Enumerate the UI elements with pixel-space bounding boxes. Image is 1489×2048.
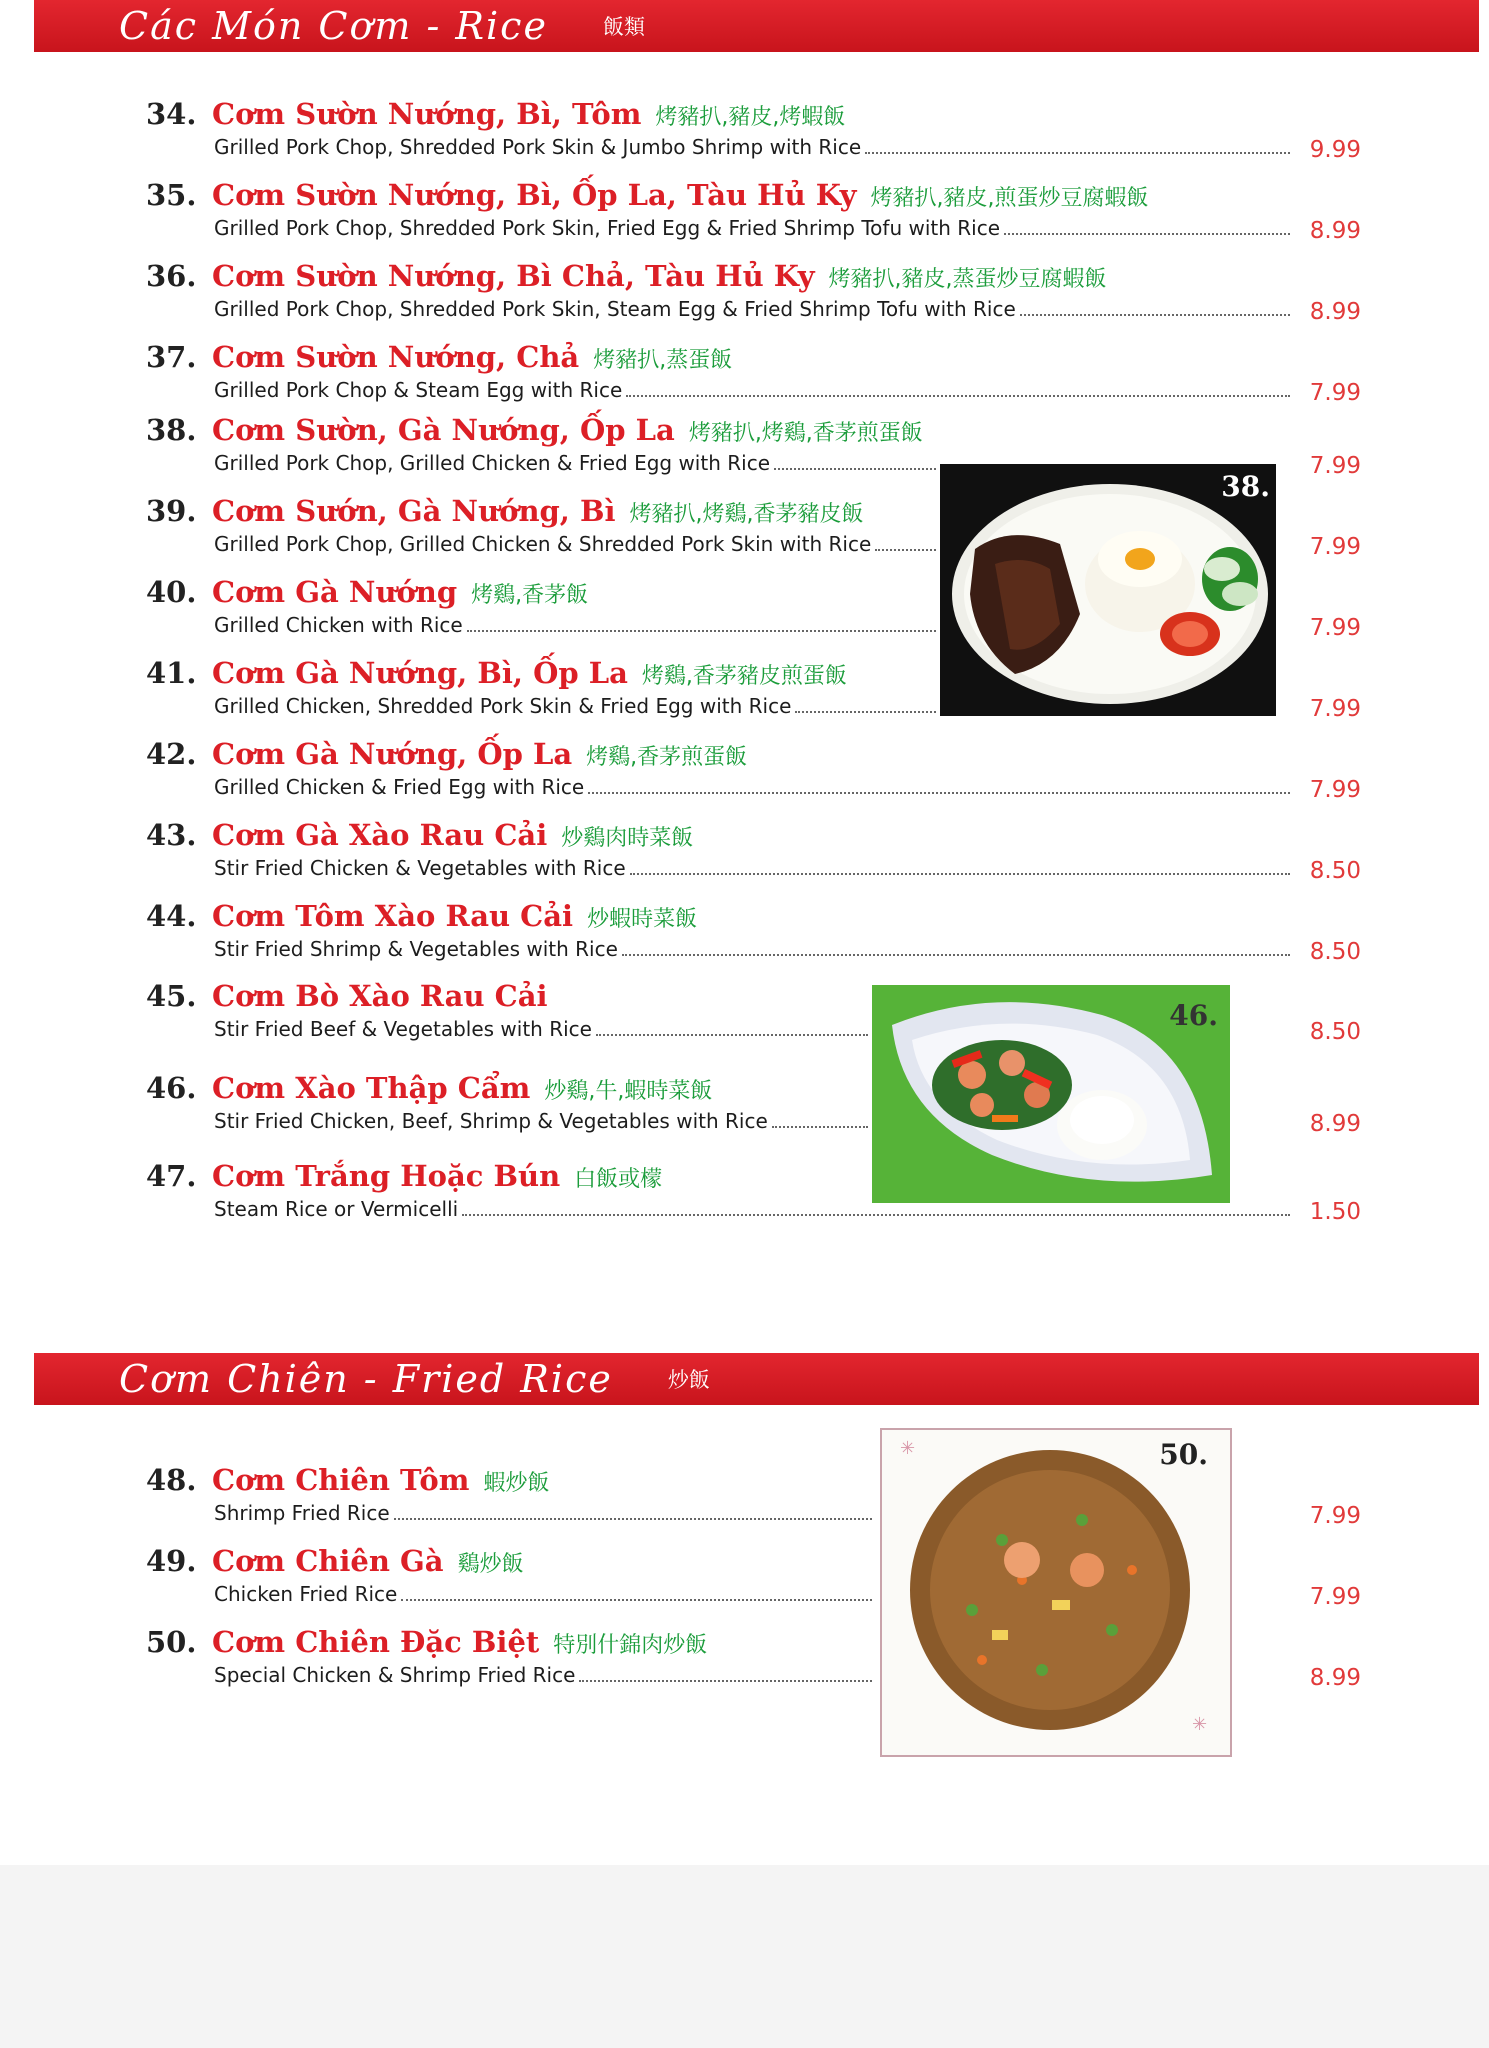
item-name-vn: Cơm Gà Nướng, Ốp La <box>212 737 573 771</box>
photo-dish-38 <box>940 464 1276 716</box>
item-number: 42. <box>146 737 197 771</box>
item-price: 8.99 <box>1309 1665 1361 1691</box>
item-price: 7.99 <box>1309 696 1361 722</box>
item-description: Grilled Chicken & Fried Egg with Rice <box>214 775 585 799</box>
item-name-vn: Cơm Trắng Hoặc Bún <box>212 1159 561 1193</box>
dot-leader <box>795 711 936 713</box>
dot-leader <box>462 1214 1290 1216</box>
item-description: Grilled Pork Chop, Shredded Pork Skin & Jumbo Shrimp with Rice <box>214 135 862 159</box>
item-number: 44. <box>146 899 197 933</box>
item-description: Grilled Pork Chop & Steam Egg with Rice <box>214 378 623 402</box>
item-description: Grilled Pork Chop, Shredded Pork Skin, Steam Egg & Fried Shrimp Tofu with Rice <box>214 297 1016 321</box>
item-number: 38. <box>146 413 197 447</box>
dot-leader <box>630 873 1290 875</box>
item-price: 7.99 <box>1309 1503 1361 1529</box>
item-name-zh: 烤豬扒,豬皮,烤蝦飯 <box>655 105 846 130</box>
menu-item-44 <box>146 899 1361 965</box>
photo-dish-46 <box>872 985 1230 1203</box>
item-name-zh: 烤豬扒,豬皮,蒸蛋炒豆腐蝦飯 <box>828 267 1107 292</box>
item-number: 39. <box>146 494 197 528</box>
menu-item-36 <box>146 259 1361 325</box>
item-number: 40. <box>146 575 197 609</box>
item-description: Grilled Chicken with Rice <box>214 613 463 637</box>
item-description: Grilled Pork Chop, Shredded Pork Skin, Fried Egg & Fried Shrimp Tofu with Rice <box>214 216 1001 240</box>
item-name-vn: Cơm Bò Xào Rau Cải <box>212 979 548 1013</box>
dot-leader <box>865 152 1290 154</box>
item-name-zh: 烤鷄,香茅煎蛋飯 <box>586 745 748 770</box>
item-price: 8.50 <box>1309 939 1361 965</box>
item-price: 1.50 <box>1309 1199 1361 1225</box>
photo-dish-50 <box>880 1428 1232 1757</box>
item-name-zh: 烤豬扒,蒸蛋飯 <box>593 348 733 373</box>
item-name-zh: 烤鷄,香茅豬皮煎蛋飯 <box>641 664 847 689</box>
dot-leader <box>1020 314 1290 316</box>
dot-leader <box>467 630 936 632</box>
dot-leader <box>626 395 1290 397</box>
item-name-zh: 白飯或檬 <box>574 1167 663 1192</box>
item-price: 7.99 <box>1309 380 1361 406</box>
dot-leader <box>875 549 936 551</box>
item-price: 8.50 <box>1309 858 1361 884</box>
item-name-vn: Cơm Gà Nướng, Bì, Ốp La <box>212 656 628 690</box>
item-name-zh: 烤豬扒,烤鷄,香茅豬皮飯 <box>629 502 864 527</box>
item-name-vn: Cơm Tôm Xào Rau Cải <box>212 899 574 933</box>
item-price: 8.99 <box>1309 218 1361 244</box>
item-price: 8.99 <box>1309 1111 1361 1137</box>
item-description: Steam Rice or Vermicelli <box>214 1197 459 1221</box>
item-name-zh: 烤豬扒,烤鷄,香茅煎蛋飯 <box>688 421 923 446</box>
svg-text:✳: ✳ <box>1192 1714 1208 1735</box>
item-number: 46. <box>146 1071 197 1105</box>
item-name-vn: Cơm Xào Thập Cẩm <box>212 1071 531 1105</box>
item-name-zh: 炒蝦時菜飯 <box>587 907 698 932</box>
item-description: Stir Fried Chicken, Beef, Shrimp & Vegetables with Rice <box>214 1109 768 1133</box>
menu-item-35 <box>146 178 1361 244</box>
svg-text:✳: ✳ <box>900 1438 916 1459</box>
item-name-zh: 鷄炒飯 <box>457 1552 524 1577</box>
item-number: 48. <box>146 1463 197 1497</box>
photo-label-50: 50. <box>1159 1438 1208 1471</box>
item-name-zh: 炒鷄,牛,蝦時菜飯 <box>544 1079 713 1104</box>
item-number: 37. <box>146 340 197 374</box>
menu-item-42 <box>146 737 1361 803</box>
dot-leader <box>774 468 936 470</box>
item-number: 49. <box>146 1544 197 1578</box>
menu-item-43 <box>146 818 1361 884</box>
item-price: 7.99 <box>1309 777 1361 803</box>
item-price: 7.99 <box>1309 453 1361 479</box>
item-name-vn: Cơm Sườn, Gà Nướng, Ốp La <box>212 413 675 447</box>
item-price: 7.99 <box>1309 1584 1361 1610</box>
dot-leader <box>622 954 1290 956</box>
dot-leader <box>401 1599 872 1601</box>
item-name-vn: Cơm Sướn, Gà Nướng, Bì <box>212 494 616 528</box>
item-description: Shrimp Fried Rice <box>214 1501 390 1525</box>
item-name-vn: Cơm Gà Xào Rau Cải <box>212 818 548 852</box>
item-number: 47. <box>146 1159 197 1193</box>
item-name-zh: 烤鷄,香茅飯 <box>471 583 589 608</box>
dot-leader <box>588 792 1290 794</box>
item-price: 7.99 <box>1309 615 1361 641</box>
item-name-zh: 烤豬扒,豬皮,煎蛋炒豆腐蝦飯 <box>870 186 1149 211</box>
item-name-zh: 炒鷄肉時菜飯 <box>561 826 694 851</box>
menu-item-34 <box>146 97 1361 163</box>
rice-section-title: Các Món Cơm - Rice <box>119 4 548 48</box>
item-name-zh: 蝦炒飯 <box>483 1471 550 1496</box>
item-name-vn: Cơm Chiên Đặc Biệt <box>212 1625 540 1659</box>
rice-section-title-zh: 飯類 <box>602 15 645 39</box>
item-name-vn: Cơm Sườn Nướng, Bì, Ốp La, Tàu Hủ Ky <box>212 178 857 212</box>
item-price: 8.99 <box>1309 299 1361 325</box>
item-price: 8.50 <box>1309 1019 1361 1045</box>
item-name-vn: Cơm Sườn Nướng, Bì Chả, Tàu Hủ Ky <box>212 259 815 293</box>
item-description: Grilled Pork Chop, Grilled Chicken & Shredded Pork Skin with Rice <box>214 532 872 556</box>
dot-leader <box>394 1518 872 1520</box>
item-price: 7.99 <box>1309 534 1361 560</box>
item-description: Grilled Pork Chop, Grilled Chicken & Fried Egg with Rice <box>214 451 770 475</box>
item-number: 36. <box>146 259 197 293</box>
item-name-vn: Cơm Sườn Nướng, Bì, Tôm <box>212 97 642 131</box>
item-name-vn: Cơm Gà Nướng <box>212 575 458 609</box>
dot-leader <box>596 1034 868 1036</box>
item-description: Special Chicken & Shrimp Fried Rice <box>214 1663 576 1687</box>
dot-leader <box>1004 233 1290 235</box>
fried-rice-section-header <box>34 1353 1479 1405</box>
item-name-vn: Cơm Sườn Nướng, Chả <box>212 340 580 374</box>
item-name-vn: Cơm Chiên Tôm <box>212 1463 470 1497</box>
item-number: 34. <box>146 97 197 131</box>
item-number: 35. <box>146 178 197 212</box>
dot-leader <box>772 1126 868 1128</box>
menu-item-37 <box>146 340 1361 406</box>
page-bottom-margin <box>0 1865 1489 2048</box>
photo-label-38: 38. <box>1221 470 1270 503</box>
item-number: 45. <box>146 979 197 1013</box>
item-name-zh: 特別什錦肉炒飯 <box>553 1633 708 1658</box>
fried-rice-section-title-zh: 炒飯 <box>667 1368 710 1392</box>
item-description: Stir Fried Shrimp & Vegetables with Rice <box>214 937 618 961</box>
photo-label-46: 46. <box>1169 999 1218 1032</box>
item-description: Stir Fried Beef & Vegetables with Rice <box>214 1017 592 1041</box>
fried-rice-image <box>882 1430 1230 1755</box>
item-description: Grilled Chicken, Shredded Pork Skin & Fried Egg with Rice <box>214 694 792 718</box>
item-number: 50. <box>146 1625 197 1659</box>
item-number: 41. <box>146 656 197 690</box>
dot-leader <box>579 1680 872 1682</box>
rice-section-header <box>34 0 1479 52</box>
item-price: 9.99 <box>1309 137 1361 163</box>
item-number: 43. <box>146 818 197 852</box>
item-description: Stir Fried Chicken & Vegetables with Rice <box>214 856 626 880</box>
item-name-vn: Cơm Chiên Gà <box>212 1544 444 1578</box>
fried-rice-section-title: Cơm Chiên - Fried Rice <box>119 1357 613 1401</box>
item-description: Chicken Fried Rice <box>214 1582 398 1606</box>
